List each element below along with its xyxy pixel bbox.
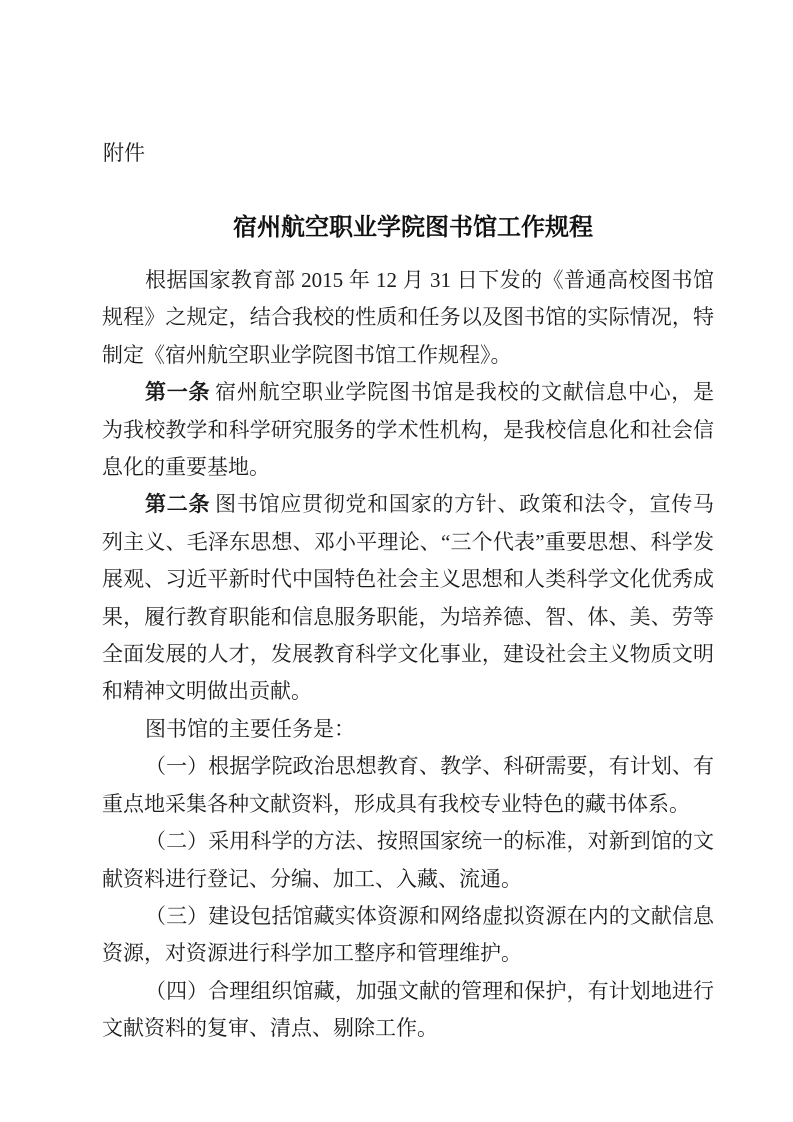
paragraph-tasks-lead [102, 711, 714, 748]
paragraph-task-3 [102, 898, 714, 973]
paragraph-text: 图书馆应贯彻党和国家的方针、政策和法令，宣传马列主义、毛泽东思想、邓小平理论、“三个代表”重要思想、科学发展观、习近平新时代中国特色社会主义思想和人类科学文化优秀成果，履行教育职能和信息服务职能，为培养德、智、体、美、劳等全面发展的人才，发展教育科学文化事业，建设社会主义物质文明和精神文明做出贡献。 [102, 492, 715, 704]
document-body [102, 262, 714, 1048]
paragraph-task-2 [102, 823, 714, 898]
paragraph-text: 宿州航空职业学院图书馆是我校的文献信息中心，是为我校教学和科学研究服务的学术性机构，是我校信息化和社会信息化的重要基地。 [102, 380, 715, 480]
paragraph-article-2 [102, 486, 714, 710]
article-number: 第一条 [145, 380, 211, 405]
paragraph-text: （四）合理组织馆藏，加强文献的管理和保护，有计划地进行文献资料的复审、清点、剔除工作。 [102, 978, 714, 1041]
paragraph-article-1 [102, 374, 714, 486]
paragraph-task-4 [102, 973, 714, 1048]
attachment-label: 附件 [103, 142, 145, 165]
paragraph-intro [102, 262, 714, 374]
paragraph-text: （一）根据学院政治思想教育、教学、科研需要，有计划、有重点地采集各种文献资料，形成具有我校专业特色的藏书体系。 [102, 754, 714, 816]
page-title: 宿州航空职业学院图书馆工作规程 [233, 215, 593, 242]
paragraph-text: 根据国家教育部 2015 年 12 月 31 日下发的《普通高校图书馆规程》之规定，结合我校的性质和任务以及图书馆的实际情况，特制定《宿州航空职业学院图书馆工作规程》。 [102, 268, 714, 367]
article-number: 第二条 [145, 492, 211, 517]
paragraph-task-1 [102, 748, 714, 823]
paragraph-text: （二）采用科学的方法、按照国家统一的标准，对新到馆的文献资料进行登记、分编、加工、入藏、流通。 [102, 829, 714, 891]
paragraph-text: 图书馆的主要任务是： [145, 716, 355, 741]
paragraph-text: （三）建设包括馆藏实体资源和网络虚拟资源在内的文献信息资源，对资源进行科学加工整序和管理维护。 [102, 903, 714, 966]
